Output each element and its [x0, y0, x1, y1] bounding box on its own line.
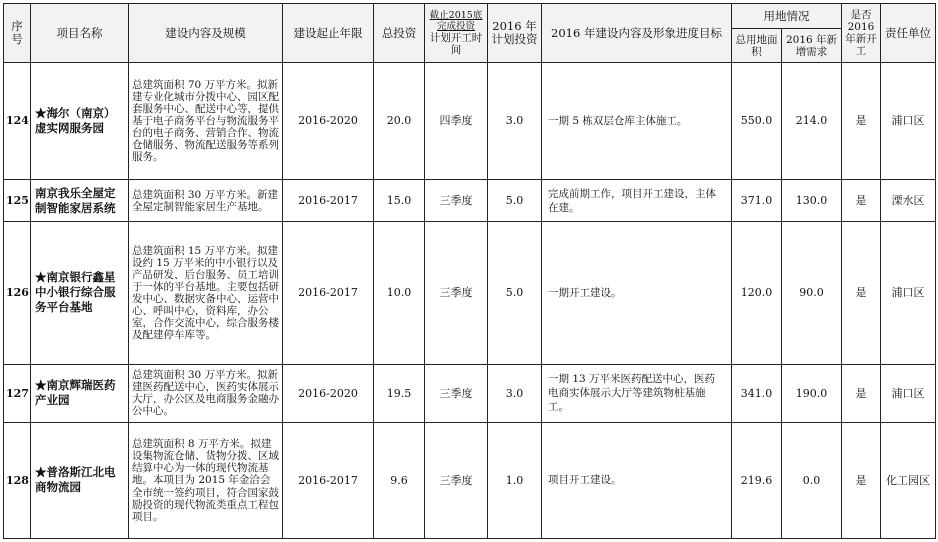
- project-target: 一期开工建设。: [542, 222, 732, 364]
- row-number: 126: [4, 222, 31, 364]
- new-start: 是: [842, 364, 881, 422]
- table-row: [4, 222, 936, 364]
- project-invest: 19.5: [374, 364, 425, 422]
- header-land-new: 2016 年新增需求: [782, 29, 842, 63]
- header-by2015-top: 截止2015底完成投资: [429, 10, 483, 32]
- new-start: 是: [842, 179, 881, 221]
- new-start: 是: [842, 63, 881, 180]
- project-name: ★海尔（南京）虚实网服务园: [31, 63, 129, 180]
- project-plan: 3.0: [488, 63, 542, 180]
- project-target: 一期 5 栋双层仓库主体施工。: [542, 63, 732, 180]
- land-new: 0.0: [782, 422, 842, 538]
- header-newstart: 是否2016年新开工: [842, 4, 881, 63]
- header-name: 项目名称: [31, 4, 129, 63]
- header-by2015-bottom: 计划开工时间: [429, 32, 483, 56]
- project-scope: 总建筑面积 70 万平方米。拟新建专业化城市分拨中心、园区配套服务中心、配送中心等，提供基于电子商务平台与物流服务平台的电子商务、营销合作、物流仓储服务、物流配送服务等系列服务。: [129, 63, 283, 180]
- responsible-unit: 化工园区: [881, 422, 936, 538]
- header-land-total: 总用地面积: [732, 29, 782, 63]
- responsible-unit: 浦口区: [881, 364, 936, 422]
- land-total: 219.6: [732, 422, 782, 538]
- header-scope: 建设内容及规模: [129, 4, 283, 63]
- project-invest: 20.0: [374, 63, 425, 180]
- land-total: 120.0: [732, 222, 782, 364]
- table-row: [4, 63, 936, 180]
- project-period: 2016-2020: [283, 63, 374, 180]
- project-period: 2016-2017: [283, 179, 374, 221]
- land-new: 130.0: [782, 179, 842, 221]
- responsible-unit: 浦口区: [881, 63, 936, 180]
- project-scope: 总建筑面积 15 万平方米。拟建设约 15 万平米的中小银行以及产品研发、后台服务、员工培训于一体的平台基地。主要包括研发中心、数据灾备中心、运营中心、呼叫中心，资料库，办公室，合作交流中心，综合服务楼及配建停车库等。: [129, 222, 283, 364]
- header-by2015: [425, 4, 488, 63]
- project-table: [3, 3, 936, 539]
- project-plan: 5.0: [488, 222, 542, 364]
- project-invest: 9.6: [374, 422, 425, 538]
- project-period: 2016-2017: [283, 222, 374, 364]
- project-plan: 5.0: [488, 179, 542, 221]
- project-target: 项目开工建设。: [542, 422, 732, 538]
- header-target2016: 2016 年建设内容及形象进度目标: [542, 4, 732, 63]
- project-plan: 1.0: [488, 422, 542, 538]
- new-start: 是: [842, 422, 881, 538]
- project-name: ★南京银行鑫星中小银行综合服务平台基地: [31, 222, 129, 364]
- row-number: 125: [4, 179, 31, 221]
- land-total: 341.0: [732, 364, 782, 422]
- project-period: 2016-2017: [283, 422, 374, 538]
- table-row: [4, 364, 936, 422]
- project-start: 三季度: [425, 179, 488, 221]
- project-name: 南京我乐全屋定制智能家居系统: [31, 179, 129, 221]
- project-plan: 3.0: [488, 364, 542, 422]
- header-plan2016: 2016 年计划投资: [488, 4, 542, 63]
- row-number: 128: [4, 422, 31, 538]
- land-total: 550.0: [732, 63, 782, 180]
- header-land: 用地情况: [732, 4, 842, 29]
- project-period: 2016-2020: [283, 364, 374, 422]
- header-unit: 责任单位: [881, 4, 936, 63]
- row-number: 127: [4, 364, 31, 422]
- responsible-unit: 浦口区: [881, 222, 936, 364]
- project-scope: 总建筑面积 8 万平方米。拟建设集物流仓储、货物分拨、区域结算中心为一体的现代物流基地。本项目为 2015 年金洽会全市统一签约项目，符合国家鼓励投资的现代物流类重点工程包项目。: [129, 422, 283, 538]
- project-start: 四季度: [425, 63, 488, 180]
- project-start: 三季度: [425, 422, 488, 538]
- project-name: ★南京辉瑞医药产业园: [31, 364, 129, 422]
- table-row: [4, 422, 936, 538]
- header-period: 建设起止年限: [283, 4, 374, 63]
- responsible-unit: 溧水区: [881, 179, 936, 221]
- project-scope: 总建筑面积 30 万平方米。拟新建医药配送中心，医药实体展示大厅，办公区及电商服务金融办公中心。: [129, 364, 283, 422]
- project-target: 一期 13 万平米医药配送中心，医药电商实体展示大厅等建筑物桩基施工。: [542, 364, 732, 422]
- land-new: 90.0: [782, 222, 842, 364]
- project-start: 三季度: [425, 222, 488, 364]
- land-new: 214.0: [782, 63, 842, 180]
- new-start: 是: [842, 222, 881, 364]
- land-total: 371.0: [732, 179, 782, 221]
- header-seq: 序号: [4, 4, 31, 63]
- project-name: ★普洛斯江北电商物流园: [31, 422, 129, 538]
- project-invest: 15.0: [374, 179, 425, 221]
- project-target: 完成前期工作，项目开工建设，主体在建。: [542, 179, 732, 221]
- row-number: 124: [4, 63, 31, 180]
- table-row: [4, 179, 936, 221]
- land-new: 190.0: [782, 364, 842, 422]
- project-start: 三季度: [425, 364, 488, 422]
- project-scope: 总建筑面积 30 万平方米。新建全屋定制智能家居生产基地。: [129, 179, 283, 221]
- header-invest: 总投资: [374, 4, 425, 63]
- project-invest: 10.0: [374, 222, 425, 364]
